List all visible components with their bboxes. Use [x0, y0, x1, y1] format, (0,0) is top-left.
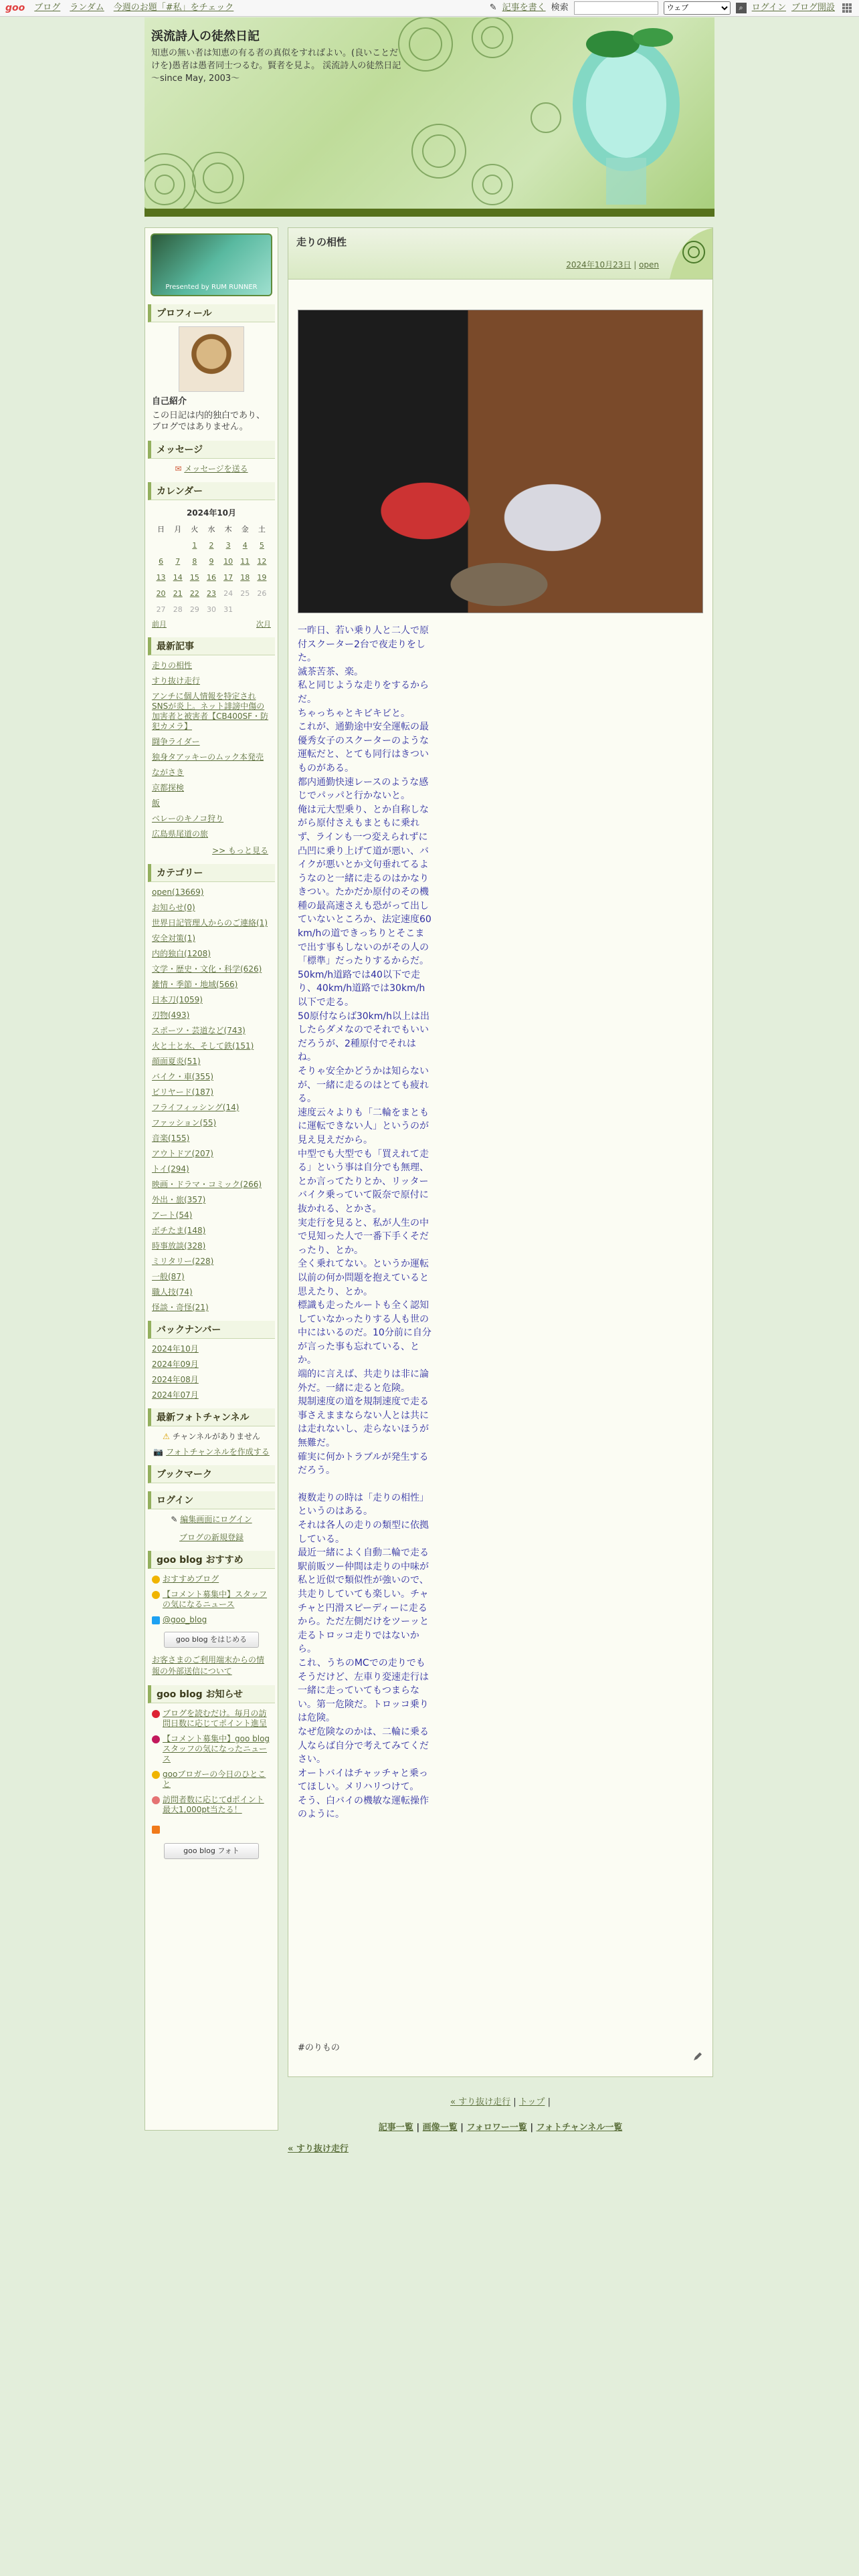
- news-link[interactable]: ブログを読むだけ。毎月の訪問日数に応じてポイント進呈: [163, 1709, 268, 1728]
- category-link[interactable]: 火と土と水、そして鉄(151): [152, 1041, 254, 1051]
- calendar-day: [153, 537, 169, 553]
- photo-channel-section: [148, 1408, 275, 1457]
- news-link[interactable]: 【コメント募集中】goo blogスタッフの気になったニュース: [163, 1734, 270, 1763]
- goo-photo-button[interactable]: goo blog フォト: [164, 1843, 259, 1859]
- entry-paragraph: それは各人の走りの類型に依拠している。: [298, 1520, 429, 1545]
- footer-separator: |: [416, 2123, 423, 2133]
- category-link[interactable]: 刃物(493): [152, 1010, 190, 1020]
- calendar-day[interactable]: 12: [257, 556, 267, 566]
- entry-paragraph: ちゃっちゃとキビキビと。: [298, 708, 410, 719]
- entry-photo[interactable]: [298, 310, 703, 613]
- category-link[interactable]: トイ(294): [152, 1164, 189, 1174]
- news-icon: [152, 1771, 160, 1779]
- blog-description: 知恵の無い者は知恵の有る者の真似をすればよい。(良いことだけを)愚者は愚者同士つるむ。賢者を見よ。 渓流詩人の徒然日記 〜since May, 2003〜: [151, 48, 401, 84]
- entry-paragraph: 都内通勤快速レースのような感じでパッパと行かないと。: [298, 776, 429, 802]
- login-link[interactable]: ログイン: [751, 3, 786, 13]
- calendar-day[interactable]: 4: [242, 540, 248, 550]
- pencil-icon: ✎: [489, 3, 497, 13]
- footer-link-followers[interactable]: フォロワー一覧: [466, 2123, 527, 2133]
- search-label: 検索: [551, 3, 569, 13]
- calendar-day[interactable]: 8: [192, 556, 197, 566]
- calendar-next-link[interactable]: 次月: [256, 620, 271, 629]
- footer-link-images[interactable]: 画像一覧: [422, 2123, 458, 2133]
- entry-paragraph: 中型でも大型でも「買えれて走る」という事は自分でも無理、とか言ってたりとか、リッターバイク乗っていて阪奈で原付に抜かれる、とかさ。: [298, 1148, 429, 1214]
- menu-grid-icon[interactable]: [842, 3, 852, 13]
- create-channel-link[interactable]: フォトチャンネルを作成する: [166, 1447, 270, 1457]
- backnumber-section: [148, 1321, 275, 1400]
- category-link[interactable]: 世界日記管理人からのご連絡(1): [152, 918, 268, 928]
- calendar-day[interactable]: 10: [223, 556, 233, 566]
- twitter-icon: [152, 1616, 160, 1624]
- data-notice-link[interactable]: お客さまのご利用端末からの情報の外部送信について: [152, 1655, 265, 1676]
- weekday: 金: [241, 525, 249, 534]
- calendar-prev-link[interactable]: 前月: [152, 620, 167, 629]
- calendar-day[interactable]: 16: [206, 572, 216, 582]
- rss-icon[interactable]: [152, 1826, 160, 1834]
- entry-paragraph: そりゃ安全かどうかは知らないが、一緒に走るのはとても疲れる。: [298, 1066, 429, 1105]
- category-section: [148, 864, 275, 1313]
- recent-more-link[interactable]: >> もっと見る: [212, 846, 268, 855]
- calendar-day[interactable]: 14: [173, 572, 183, 582]
- entry-paragraph: これ、うちのMCでの走りでもそうだけど、左車り変速走行は一緒に走っていてもつまらない。第一危険だ。トロッコ乗りは危険。: [298, 1657, 429, 1724]
- message-title: メッセージ: [148, 441, 275, 459]
- blog-open-link[interactable]: ブログ開設: [791, 3, 835, 13]
- category-link[interactable]: ボチたま(148): [152, 1226, 206, 1235]
- entry-paragraph: 速度云々よりも「二輪をまともに運転できない人」というのが見え見えだから。: [298, 1107, 429, 1146]
- goo-logo[interactable]: goo: [5, 3, 25, 13]
- search-scope-select[interactable]: [664, 1, 731, 15]
- category-link[interactable]: 怪談・奇怪(21): [152, 1303, 209, 1312]
- entry-paragraph: 全く乗れてない。というか運転以前の何か問題を抱えていると思えたり、とか。: [298, 1259, 429, 1297]
- blog-header: [145, 17, 714, 209]
- calendar-day: 28: [173, 605, 183, 614]
- backnumber-link[interactable]: 2024年09月: [152, 1360, 199, 1369]
- entry-tag[interactable]: #のりもの: [298, 2043, 340, 2053]
- recent-article-link[interactable]: 広島県尾道の旅: [152, 829, 209, 839]
- entry: [288, 227, 713, 2077]
- news-title: goo blog お知らせ: [148, 1685, 275, 1703]
- calendar-day[interactable]: 6: [159, 556, 164, 566]
- category-link[interactable]: open(13669): [152, 887, 204, 897]
- weekday: 土: [258, 525, 266, 534]
- calendar-section: [148, 482, 275, 629]
- entry-paragraph: 規制速度の道を規制速度で走る事さえままならない人とは共には走れないし、走らないほうが無難だ。: [298, 1396, 429, 1449]
- pencil-icon: ✎: [171, 1515, 178, 1524]
- calendar-day: 25: [240, 588, 250, 598]
- backnumber-link[interactable]: 2024年07月: [152, 1390, 199, 1400]
- edit-icon[interactable]: [692, 2051, 703, 2062]
- entry-paragraph: オートバイはチャッチャと乗ってほしい。メリハリつけて。: [298, 1767, 428, 1793]
- entry-paragraph: そう、白バイの機敏な運転操作のように。: [298, 1795, 429, 1820]
- category-link[interactable]: 安全対策(1): [152, 934, 195, 943]
- footer-link-articles[interactable]: 記事一覧: [378, 2123, 413, 2133]
- weekday: 木: [224, 525, 232, 534]
- avatar: [179, 326, 244, 392]
- recent-article-link[interactable]: 闘争ライダー: [152, 737, 200, 746]
- entry-paragraph: [298, 1478, 432, 1491]
- entry-paragraph: 50原付ならば30km/h以上は出したらダメなのでそれでもいいだろうが、2種原付でそれはね。: [298, 1010, 430, 1063]
- recent-article-link[interactable]: すり抜け走行: [152, 676, 201, 685]
- leaf-icon: [666, 228, 712, 279]
- calendar-day[interactable]: 13: [156, 572, 166, 582]
- send-message-link[interactable]: メッセージを送る: [184, 464, 248, 473]
- warning-icon: ⚠: [162, 1432, 170, 1441]
- entry-paragraph: 私と同じような走りをするからだ。: [298, 680, 429, 705]
- calendar-day[interactable]: 5: [259, 540, 264, 550]
- category-link[interactable]: 顔面夏炎(51): [152, 1057, 201, 1066]
- goo-toolbar: [0, 0, 859, 17]
- news-link[interactable]: gooブロガーの今日のひとこと: [163, 1769, 266, 1789]
- previous-entry-link[interactable]: « すり抜け走行: [288, 2144, 349, 2154]
- category-link[interactable]: 文学・歴史・文化・科学(626): [152, 964, 262, 974]
- calendar-day: 24: [223, 588, 233, 598]
- news-icon: [152, 1710, 160, 1718]
- category-link[interactable]: フライフィッシング(14): [152, 1103, 240, 1112]
- weekday: 火: [191, 525, 199, 534]
- recent-article-link[interactable]: ベレーのキノコ狩り: [152, 814, 224, 823]
- camera-icon: 📷: [153, 1447, 164, 1457]
- backnumber-title: バックナンバー: [148, 1321, 275, 1339]
- category-link[interactable]: バイク・車(355): [152, 1072, 214, 1081]
- entry-date[interactable]: 2024年10月23日: [566, 260, 632, 270]
- backnumber-link[interactable]: 2024年10月: [152, 1344, 199, 1354]
- recommend-link[interactable]: おすすめブログ: [163, 1574, 219, 1584]
- register-link[interactable]: ブログの新規登録: [179, 1533, 244, 1542]
- entry-paragraph: 標識も走ったルートも全く認知していなかったりする人も世の中にはいるのだ。10分前に自分が言った事も忘れている、とか。: [298, 1300, 432, 1366]
- recommend-section: [148, 1551, 275, 1677]
- calendar-day[interactable]: 18: [240, 572, 250, 582]
- calendar-day: 26: [257, 588, 267, 598]
- calendar-day[interactable]: 11: [240, 556, 250, 566]
- recent-article-link[interactable]: 京都探検: [152, 783, 185, 792]
- pager-separator: |: [513, 2097, 519, 2107]
- search-button[interactable]: ⌕: [736, 3, 747, 13]
- category-link[interactable]: 外出・旅(357): [152, 1195, 206, 1204]
- entry-paragraph: 確実に何かトラブルが発生するだろう。: [298, 1451, 429, 1477]
- recent-section: [148, 637, 275, 856]
- pager: [288, 2095, 713, 2107]
- recent-article-link[interactable]: 独身タアッキーのムック本発売: [152, 752, 264, 762]
- backnumber-link[interactable]: 2024年08月: [152, 1375, 199, 1384]
- bulb-icon: [152, 1576, 160, 1584]
- category-link[interactable]: ビリヤード(187): [152, 1087, 214, 1097]
- previous-entry: [288, 2141, 349, 2154]
- calendar-day[interactable]: 19: [257, 572, 267, 582]
- calendar-day: 29: [189, 605, 199, 614]
- category-link[interactable]: 職人技(74): [152, 1287, 193, 1297]
- recent-title: 最新記事: [148, 637, 275, 655]
- entry-paragraph: 滅茶苦茶、楽。: [298, 666, 363, 677]
- news-icon: [152, 1735, 160, 1743]
- news-link[interactable]: 訪問者数に応じてdポイント最大1,000pt当たる！: [163, 1795, 264, 1814]
- category-link[interactable]: 音楽(155): [152, 1134, 190, 1143]
- search-input[interactable]: [574, 1, 658, 15]
- bookmark-section: [148, 1465, 275, 1483]
- calendar-month: 2024年10月: [186, 508, 237, 518]
- header-divider: [145, 209, 714, 217]
- weekday: 日: [157, 525, 165, 534]
- footer-separator: |: [460, 2123, 467, 2133]
- entry-body: [298, 624, 432, 1822]
- entry-paragraph: 端的に言えば、共走りは非に論外だ。一緒に走ると危険。: [298, 1369, 429, 1394]
- pager-top-link[interactable]: トップ: [518, 2097, 545, 2107]
- blog-title[interactable]: 渓流詩人の徒然日記: [151, 29, 260, 43]
- login-title: ログイン: [148, 1491, 275, 1509]
- toolbar-link-topic[interactable]: 今週のお題「#私」をチェック: [113, 3, 234, 13]
- calendar-day[interactable]: 1: [192, 540, 197, 550]
- category-title: カテゴリー: [148, 864, 275, 882]
- recent-article-link[interactable]: 飯: [152, 798, 161, 808]
- calendar-day[interactable]: 15: [189, 572, 199, 582]
- edit-login-link[interactable]: 編集画面にログイン: [180, 1515, 252, 1524]
- entry-paragraph: これが、通勤途中安全運転の最優秀女子のスクーターのような運転だと、とても同行はきついものがある。: [298, 722, 429, 774]
- calendar-day[interactable]: 2: [209, 540, 214, 550]
- start-blog-button[interactable]: goo blog をはじめる: [164, 1632, 259, 1648]
- banner-text: Presented by RUM RUNNER: [165, 284, 258, 291]
- recent-article-link[interactable]: 走りの相性: [152, 661, 193, 670]
- intro-text: この日記は内的独白であり、ブログではありません。: [152, 411, 266, 432]
- category-link[interactable]: 日本刀(1059): [152, 995, 203, 1004]
- recommend-link[interactable]: 【コメント募集中】スタッフの気になるニュース: [163, 1590, 268, 1609]
- calendar-day[interactable]: 21: [173, 588, 183, 598]
- calendar-day[interactable]: 7: [175, 556, 181, 566]
- category-link[interactable]: ミリタリー(228): [152, 1257, 214, 1266]
- news-icon: [152, 1796, 160, 1804]
- mail-icon: ✉: [175, 464, 182, 473]
- entry-paragraph: なぜ危険なのかは、二輪に乗る人ならば自分で考えてみてください。: [298, 1726, 429, 1765]
- category-link[interactable]: 時事放談(328): [152, 1241, 206, 1251]
- toolbar-link-blog[interactable]: ブログ: [34, 3, 61, 13]
- category-link[interactable]: 映画・ドラマ・コミック(266): [152, 1180, 262, 1189]
- entry-category[interactable]: open: [639, 260, 659, 270]
- category-link[interactable]: アウトドア(207): [152, 1149, 213, 1158]
- recommend-title: goo blog おすすめ: [148, 1551, 275, 1569]
- recent-article-link[interactable]: ながさき: [152, 768, 185, 777]
- calendar-day[interactable]: 20: [156, 588, 166, 598]
- profile-section: [148, 304, 275, 433]
- calendar-day[interactable]: 22: [189, 588, 199, 598]
- toolbar-link-random[interactable]: ランダム: [70, 3, 104, 13]
- bulb-icon: [152, 1591, 160, 1599]
- category-link[interactable]: 雑情・季節・地域(566): [152, 980, 238, 989]
- bookmark-title: ブックマーク: [148, 1465, 275, 1483]
- category-link[interactable]: 一般(87): [152, 1272, 185, 1281]
- login-section: [148, 1491, 275, 1543]
- calendar-day: 31: [223, 605, 233, 614]
- calendar-title: カレンダー: [148, 482, 275, 500]
- meta-separator: |: [634, 260, 640, 270]
- category-link[interactable]: お知らせ(0): [152, 903, 195, 912]
- category-link[interactable]: 内的独白(1208): [152, 949, 211, 958]
- entry-meta: [566, 259, 659, 270]
- category-link[interactable]: スポーツ・芸道など(743): [152, 1026, 246, 1035]
- write-article-link[interactable]: 記事を書く: [502, 3, 546, 13]
- pager-separator: |: [547, 2097, 551, 2107]
- news-section: [148, 1685, 275, 1859]
- footer-links: [288, 2120, 713, 2133]
- entry-paragraph: 俺は元大型乗り、とか自称しながら原付さえもまともに乗れず、ラインも一つ変えられずに凸凹に乗り上げて道が悪い、バイクが悪いとか文句垂れてるようなのと一緒に走るのはかなりきつい。たかだか原付のその機種の最高速さえも恐がって出していないところか、法定速度60km/hの道できっちりとそこまで出す事もしないのがその人の「標準」だったりするからだ。: [298, 804, 432, 967]
- entry-paragraph: 実走行を見ると、私が人生の中で見知った人で一番下手くそだったり、とか。: [298, 1217, 429, 1256]
- footer-separator: |: [530, 2123, 537, 2133]
- footer-link-photochannel[interactable]: フォトチャンネル一覧: [536, 2123, 623, 2133]
- sidebar-banner[interactable]: [151, 233, 272, 296]
- calendar-day: [237, 601, 254, 617]
- entry-paragraph: 50km/h道路では40以下で走り、40km/h道路では30km/h以下で走る。: [298, 969, 425, 1008]
- twitter-link[interactable]: @goo_blog: [163, 1615, 207, 1624]
- category-link[interactable]: アート(54): [152, 1210, 193, 1220]
- intro-label: 自己紹介: [152, 397, 187, 407]
- photo-channel-title: 最新フォトチャンネル: [148, 1408, 275, 1426]
- weekday: 水: [207, 525, 215, 534]
- entry-header: [288, 228, 712, 280]
- entry-paragraph: 最近一緒によく自動二輪で走る駅前販ツー仲間は走りの中味が私と近似で類似性が強いので、共走りしていても楽しい。チャチャと円滑スピーディーに走るから。ただ左側だけをツーッと走るトロッコ走りではないから。: [298, 1547, 429, 1655]
- calendar-day[interactable]: 9: [209, 556, 214, 566]
- calendar-day: 27: [156, 605, 166, 614]
- calendar-day: [254, 601, 270, 617]
- calendar-day[interactable]: 23: [206, 588, 216, 598]
- entry-title[interactable]: 走りの相性: [296, 236, 347, 248]
- profile-title: プロフィール: [148, 304, 275, 322]
- calendar-table: [153, 504, 270, 617]
- no-channel-text: チャンネルがありません: [172, 1432, 261, 1441]
- header-decoration: [145, 17, 714, 209]
- message-section: [148, 441, 275, 474]
- calendar-day: [169, 537, 186, 553]
- calendar-day[interactable]: 17: [223, 572, 233, 582]
- recent-article-link[interactable]: アンチに個人情報を特定されSNSが炎上。ネット誹謗中傷の加害者と被害者【CB400SF・防犯カメラ】: [152, 691, 269, 731]
- sidebar: [145, 227, 278, 2131]
- entry-paragraph: 一昨日、若い乗り人と二人で原付スクーター2台で夜走りをした。: [298, 625, 429, 664]
- pager-prev-link[interactable]: « すり抜け走行: [450, 2097, 511, 2107]
- calendar-day: 30: [206, 605, 216, 614]
- entry-paragraph: 複数走りの時は「走りの相性」というのはある。: [298, 1492, 429, 1517]
- calendar-day[interactable]: 3: [225, 540, 231, 550]
- weekday: 月: [174, 525, 182, 534]
- category-link[interactable]: ファッション(55): [152, 1118, 217, 1128]
